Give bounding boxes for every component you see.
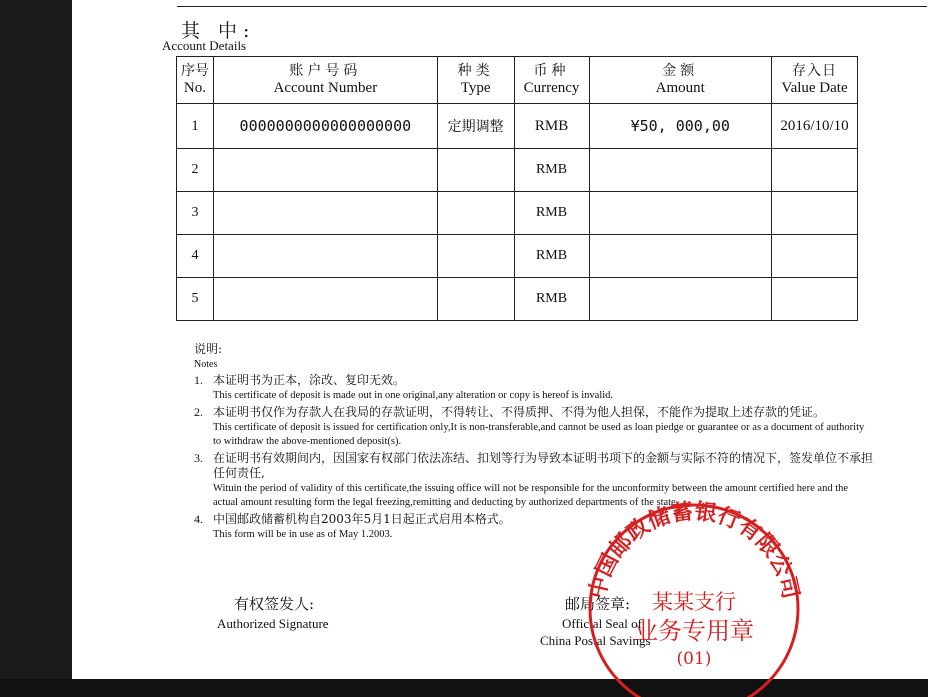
col-header-account: 账户号码 Account Number [213, 57, 437, 104]
col-header-amount: 金额 Amount [589, 57, 772, 104]
col-header-no: 序号 No. [177, 57, 214, 104]
seal-ring-text: 中国邮政储蓄银行有限公司 [584, 498, 804, 602]
note-item [194, 405, 874, 449]
cell-type: 定期调整 [437, 104, 514, 149]
cell-account [213, 149, 437, 192]
cell-date: 2016/10/10 [772, 104, 858, 149]
cell-no: 3 [177, 192, 214, 235]
note-text-cn: 中国邮政储蓄机构自2003年5月1日起正式启用本格式。 [213, 512, 511, 526]
cell-type [437, 278, 514, 321]
cell-amount [589, 192, 772, 235]
note-text-en: Wituin the period of validity of this certificate,the issuing office will not be responsible for the unconformity between the amount certified here and the actual amount resulting form the legal freezing,remitting and deducting by authorized departments of the state. [213, 483, 849, 508]
col-header-date: 存入日 Value Date [772, 57, 858, 104]
top-rule [177, 6, 927, 7]
notes-heading-cn: 说明: [194, 342, 223, 356]
authorized-signature-label-cn: 有权签发人: [234, 595, 315, 613]
official-seal-label-en: Official Seal of [562, 616, 642, 631]
note-text-en: This certificate of deposit is issued for certification only,It is non-transferable,and cannot be used as loan piedge or guarantee or as a document of authority to withdraw the above-mentioned deposit(s). [213, 422, 865, 447]
table-header-row [177, 57, 858, 104]
table-row [177, 192, 858, 235]
table-row [177, 278, 858, 321]
seal-code-text: (01) [676, 649, 712, 669]
note-item [194, 373, 874, 403]
cell-currency: RMB [514, 149, 589, 192]
seal-purpose-text: 业务专用章 [634, 617, 754, 645]
note-text-cn: 本证明书为正本，涂改、复印无效。 [213, 373, 406, 387]
cell-currency: RMB [514, 104, 589, 149]
cell-amount [589, 278, 772, 321]
authorized-signature-label-en: Authorized Signature [217, 616, 329, 631]
note-text-en: This form will be in use as of May 1.2003. [213, 529, 393, 540]
certificate-page [72, 0, 928, 679]
note-number: 1. [194, 373, 203, 387]
note-number: 4. [194, 512, 203, 526]
col-header-currency: 币种 Currency [514, 57, 589, 104]
account-details-table [176, 56, 858, 321]
cell-account: 0000000000000000000 [213, 104, 437, 149]
table-row [177, 104, 858, 149]
note-number: 2. [194, 405, 203, 419]
cell-type [437, 235, 514, 278]
cell-account [213, 192, 437, 235]
note-item [194, 512, 874, 542]
scan-dark-margin [0, 0, 72, 679]
cell-date [772, 235, 858, 278]
cell-currency: RMB [514, 235, 589, 278]
table-row [177, 149, 858, 192]
cell-type [437, 149, 514, 192]
note-text-cn: 本证明书仅作为存款人在我局的存款证明，不得转让、不得质押、不得为他人担保，不能作为提取上述存款的凭证。 [213, 405, 826, 419]
seal-branch-text: 某某支行 [652, 590, 736, 614]
cell-no: 2 [177, 149, 214, 192]
cell-date [772, 192, 858, 235]
table-row [177, 235, 858, 278]
note-item [194, 451, 874, 510]
cell-currency: RMB [514, 192, 589, 235]
section-title-en: Account Details [162, 38, 247, 53]
cell-account [213, 278, 437, 321]
cell-amount [589, 149, 772, 192]
cell-account [213, 235, 437, 278]
cell-date [772, 278, 858, 321]
cell-amount [589, 235, 772, 278]
cell-no: 4 [177, 235, 214, 278]
cell-no: 5 [177, 278, 214, 321]
note-number: 3. [194, 451, 203, 465]
note-text-en: This certificate of deposit is made out in one original,any alteration or copy is hereof is invalid. [213, 390, 614, 401]
cell-date [772, 149, 858, 192]
cell-amount: ¥50, 000,00 [589, 104, 772, 149]
col-header-type: 种类 Type [437, 57, 514, 104]
note-text-cn: 在证明书有效期间内，因国家有权部门依法冻结、扣划等行为导致本证明书项下的金额与实际不符的情况下，签发单位不承担任何责任, [213, 451, 874, 480]
official-seal-org-en: China Postal Savings [540, 633, 651, 648]
section-title-cn: 其 中: [181, 20, 256, 42]
cell-type [437, 192, 514, 235]
notes-section [194, 340, 874, 544]
official-seal-label-cn: 邮局签章: [565, 595, 631, 613]
cell-currency: RMB [514, 278, 589, 321]
cell-no: 1 [177, 104, 214, 149]
notes-heading-en: Notes [194, 359, 218, 370]
